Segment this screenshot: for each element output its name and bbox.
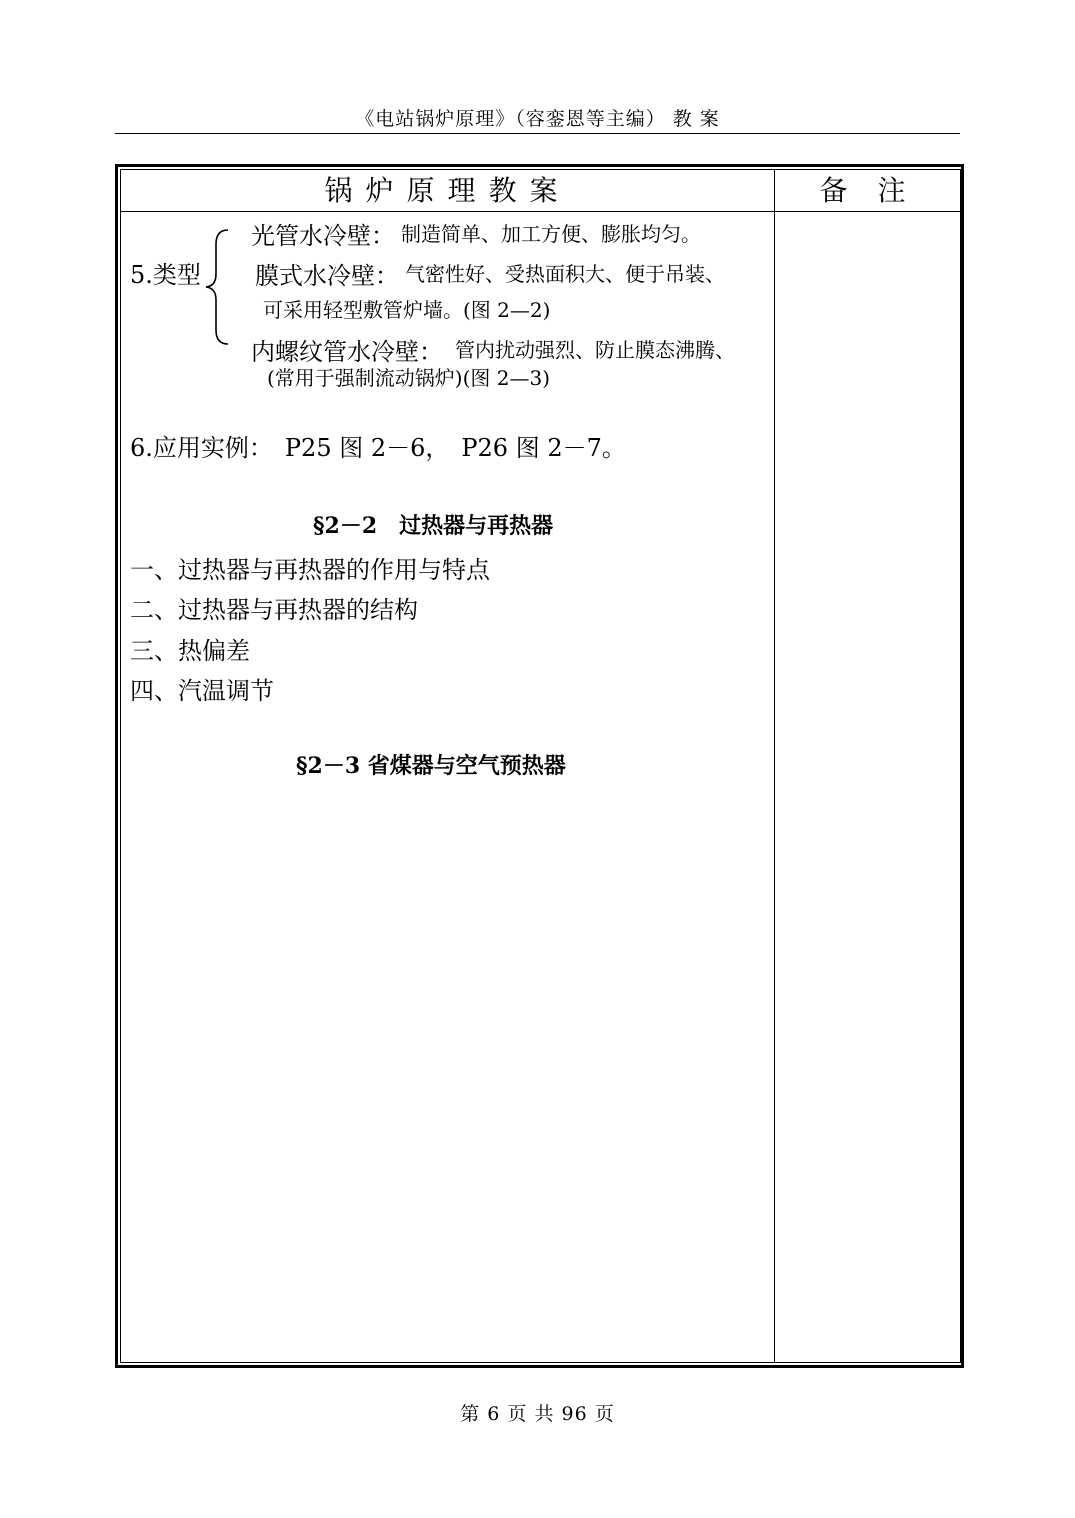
- list-item: 二、过热器与再热器的结构: [130, 596, 418, 624]
- section-2-2-title: §2－2 过热器与再热器: [313, 513, 554, 539]
- header-row-divider: [120, 211, 961, 212]
- list-item: 三、热偏差: [130, 637, 250, 665]
- bare-tube-wall-name: 光管水冷壁：: [251, 222, 395, 250]
- header-rule: [115, 133, 960, 134]
- bare-tube-wall-desc: 制造简单、加工方便、膨胀均匀。: [401, 222, 701, 246]
- list-item: 四、汽温调节: [130, 677, 274, 705]
- curly-brace-icon: [200, 224, 240, 350]
- rifled-tube-wall-desc-2: (常用于强制流动锅炉)(图 2—3): [267, 366, 551, 390]
- application-examples: 6.应用实例： P25 图 2－6， P26 图 2－7。: [130, 434, 626, 462]
- main-column-header: 锅炉原理教案: [324, 174, 571, 207]
- page-number: 第 6 页 共 96 页: [460, 1403, 615, 1425]
- rifled-tube-wall-name: 内螺纹管水冷壁：: [251, 338, 443, 366]
- remarks-column-header: 备注: [819, 174, 936, 207]
- membrane-wall-desc-2: 可采用轻型敷管炉墙。(图 2—2): [263, 298, 551, 322]
- running-header: 《电站锅炉原理》（容銮恩等主编） 教 案: [355, 108, 720, 130]
- rifled-tube-wall-desc: 管内扰动强烈、防止膜态沸腾、: [455, 338, 735, 362]
- membrane-wall-desc: 气密性好、受热面积大、便于吊装、: [405, 262, 725, 286]
- types-label: 5.类型: [130, 261, 201, 289]
- list-item: 一、过热器与再热器的作用与特点: [130, 556, 490, 584]
- membrane-wall-name: 膜式水冷壁：: [255, 262, 399, 290]
- section-2-3-title: §2－3 省煤器与空气预热器: [296, 753, 566, 779]
- column-divider: [774, 169, 775, 1362]
